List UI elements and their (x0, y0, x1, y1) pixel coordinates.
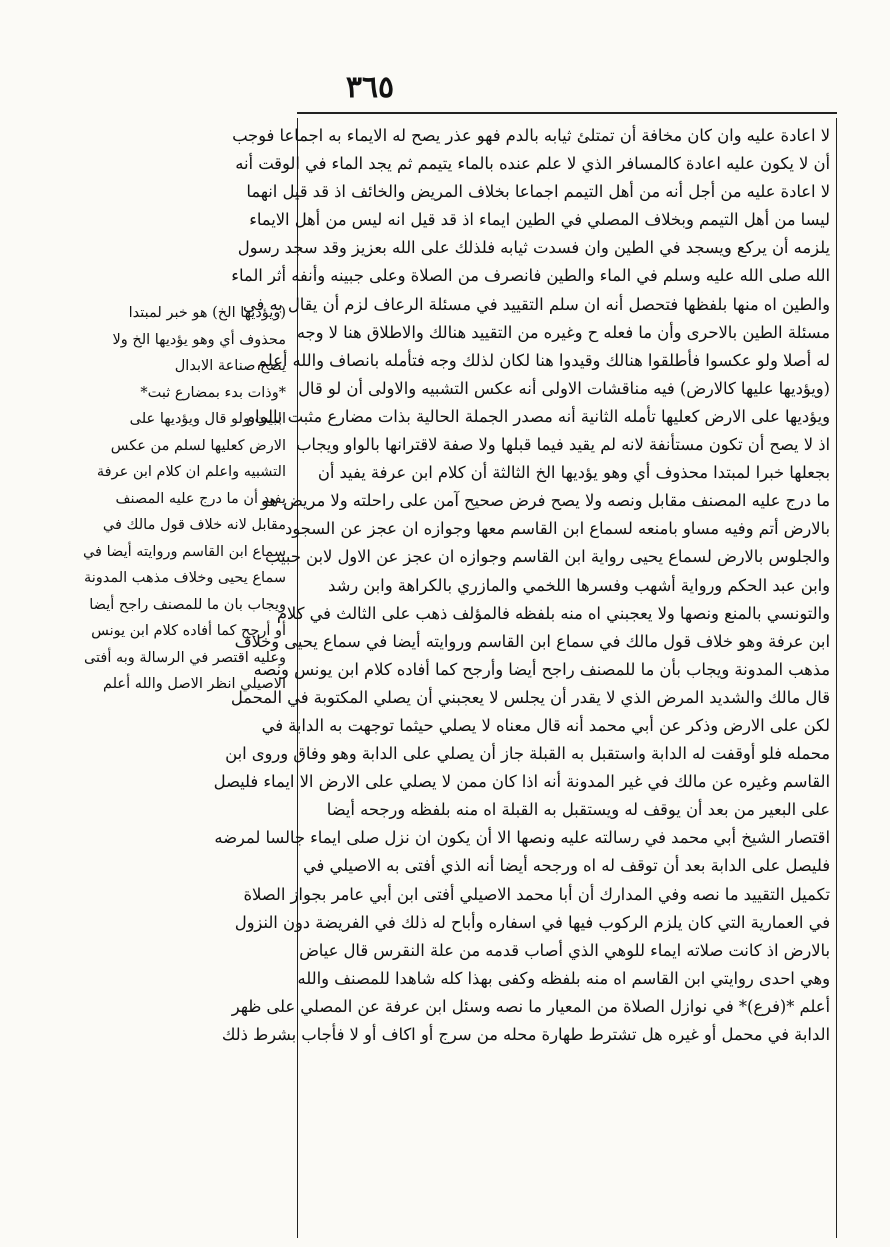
main-text-line: مسئلة الطين بالاحرى وأن ما فعله ح وغيره من التقييد هنالك والاطلاق هنا لا وجه (296, 322, 830, 342)
main-text-line: في العمارية التي كان يلزم الركوب فيها في اسفاره وأباح له ذلك في الفريضة دون النزول (234, 912, 830, 932)
main-text-line: والجلوس بالارض لسماع يحيى رواية ابن القاسم وجوازه ان عجز عن الاول لابن حبيب (265, 547, 830, 567)
main-text-line: والتونسي بالمنع ونصها ولا يعجبني اه منه بلفظه فالمؤلف ذهب على الثالث في كلام (276, 603, 830, 623)
margin-note-line: البيت ولو قال ويؤديها على (129, 411, 286, 427)
main-text-line: على البعير من بعد أن يوقف له ويستقبل به القبلة اه منه بلفظه ورجحه أيضا (326, 800, 830, 820)
margin-note-line: الارض كعليها لسلم من عكس (110, 437, 286, 454)
main-text-line: له أصلا ولو عكسوا فأطلقوا هنالك وقيدوا هنا لكان لذلك وجه فتأمله بانصاف والله أعلم (256, 350, 830, 370)
main-text-line: وابن عبد الحكم ورواية أشهب وفسرها اللخمي والمازري بالكراهة وابن رشد (328, 575, 830, 595)
margin-note-line: ويجاب بان ما للمصنف راجح أيضا (89, 596, 286, 613)
margin-note-column (82, 300, 286, 698)
margin-note-line: محذوف أي وهو يؤديها الخ ولا (112, 331, 286, 348)
main-text-line: والطين اه منها بلفظها فتحصل أنه ان سلم التقييد في مسئلة الرعاف لزم أن يقال به في (242, 294, 830, 314)
main-text-line: ويؤديها على الارض كعليها تأمله الثانية أنه مصدر الجملة الحالية بذات مضارع مثبت بالواو (247, 406, 830, 426)
main-text-line: اذ لا يصح أن تكون مستأنفة لانه لم يقيد فيما قبلها ولا صفة لاقترانها بالواو ويجاب (296, 435, 830, 455)
main-text-line: لكن على الارض وذكر عن أبي محمد أنه قال معناه لا يصلي حيثما توجهت به الدابة في (261, 715, 830, 735)
margin-note-line: وعليه اقتصر في الرسالة وبه أفتى (83, 649, 286, 666)
main-text-line: بالارض أتم وفيه مساو بامنعه لسماع ابن القاسم معها وجوازه ان عجز عن السجود (284, 519, 830, 539)
main-text-line: محمله فلو أوقفت له الدابة واستقبل به القبلة جاز أن يصلي على الدابة وهو وفاق وروى ابن (225, 744, 830, 764)
main-text-line: بجعلها خبرا لمبتدا محذوف أي وهو يؤديها الخ الثالثة أن كلام ابن عرفة يفيد أن (317, 463, 830, 483)
main-text-line: قال مالك والشديد المرض الذي لا يقدر أن يجلس لا يعجبني أن يصلي المكتوبة في المحمل (230, 687, 830, 707)
main-text-line: مذهب المدونة ويجاب بأن ما للمصنف راجح أيضا وأرجح كما أفاده كلام ابن يونس ونصه (253, 659, 830, 679)
main-text-line: الدابة في محمل أو غيره هل تشترط طهارة محله من سرج أو اكاف أو لا فأجاب بشرط ذلك (221, 1025, 830, 1044)
main-text-line: القاسم وغيره عن مالك في غير المدونة أنه اذا كان ممن لا يصلي على الارض الا ايماء فليصل (213, 772, 830, 792)
margin-note-line: سماع ابن القاسم وروايته أيضا في (82, 543, 286, 560)
margin-note-line: يصح صناعة الابدال (174, 358, 286, 374)
margin-note-line: *وذات بدء بمضارع ثبت* (140, 384, 286, 401)
main-text-line: تكميل التقييد ما نصه وفي المدارك أن أبا محمد الاصيلي أفتى ابن أبي عامر بجواز الصلاة (243, 884, 830, 904)
margin-note-line: التشبيه واعلم ان كلام ابن عرفة (96, 464, 286, 480)
main-text-line: بالارض اذ كانت صلاته ايماء للوهي الذي أصاب قدمه من علة النقرس قال عياض (299, 940, 830, 960)
main-text-line: الله صلى الله عليه وسلم في الماء والطين فانصرف من الصلاة وعلى جبينه وأنفه أثر الماء (231, 266, 830, 286)
main-text-line: ابن عرفة وهو خلاف قول مالك في سماع ابن القاسم وروايته أيضا في سماع يحيى وخلاف (234, 631, 830, 651)
page-number: ٣٦٥ (345, 70, 395, 105)
main-text-line: أن لا يكون عليه اعادة كالمسافر الذي لا علم عنده بالماء يتيمم ثم يجد الماء في الوقت أنه (235, 154, 830, 174)
main-text-line: وهي احدى روايتي ابن القاسم اه منه بلفظه وكفى بهذا كله شاهدا للمصنف والله (297, 968, 830, 988)
main-text-line: فليصل على الدابة بعد أن توقف له اه ورجحه أيضا أنه الذي أفتى به الاصيلي في (302, 856, 830, 876)
main-text-line: لا اعادة عليه وان كان مخافة أن تمتلئ ثيابه بالدم فهو عذر يصح له الايماء به اجماعا فوجب (232, 126, 830, 145)
main-text-line: ما درج عليه المصنف مقابل ونصه ولا يصح فرض صحيح آمن على راحلته ولا مريض هو (260, 491, 830, 511)
margin-note-line: سماع يحيى وخلاف مذهب المدونة (83, 570, 286, 586)
main-text-line: (ويؤديها عليها كالارض) فيه مناقشات الاولى أنه عكس التشبيه والاولى أن لو قال (298, 378, 830, 398)
main-text-line: ليسا من أهل التيمم وبخلاف المصلي في الطين ايماء اذ قد قيل انه ليس من أهل الايماء (249, 210, 830, 230)
main-text-line: أعلم *(فرع)* في نوازل الصلاة من المعيار ما نصه وسئل ابن عرفة عن المصلي على ظهر (231, 996, 830, 1016)
header-rule (297, 112, 837, 114)
margin-note-line: يفيد أن ما درج عليه المصنف (115, 490, 286, 507)
margin-note-line: الاصيلي انظر الاصل والله أعلم (102, 676, 286, 692)
main-text-line: لا اعادة عليه من أجل أنه من أهل التيمم اجماعا بخلاف المريض والخائف اذ قد قيل انهما (246, 182, 830, 202)
main-text-line: اقتصار الشيخ أبي محمد في رسالته عليه ونصها الا أن يكون ان نزل صلى ايماء جالسا لمرضه (214, 828, 830, 848)
main-text-line: يلزمه أن يركع ويسجد في الطين وان فسدت ثيابه فلذلك على الله بعزيز وقد سجد رسول (237, 238, 830, 258)
margin-note-line: (ويؤديها الخ) هو خبر لمبتدا (128, 305, 286, 321)
margin-note-line: مقابل لانه خلاف قول مالك في (102, 517, 286, 533)
margin-note-line: أو أرجح كما أفاده كلام ابن يونس (91, 623, 286, 639)
